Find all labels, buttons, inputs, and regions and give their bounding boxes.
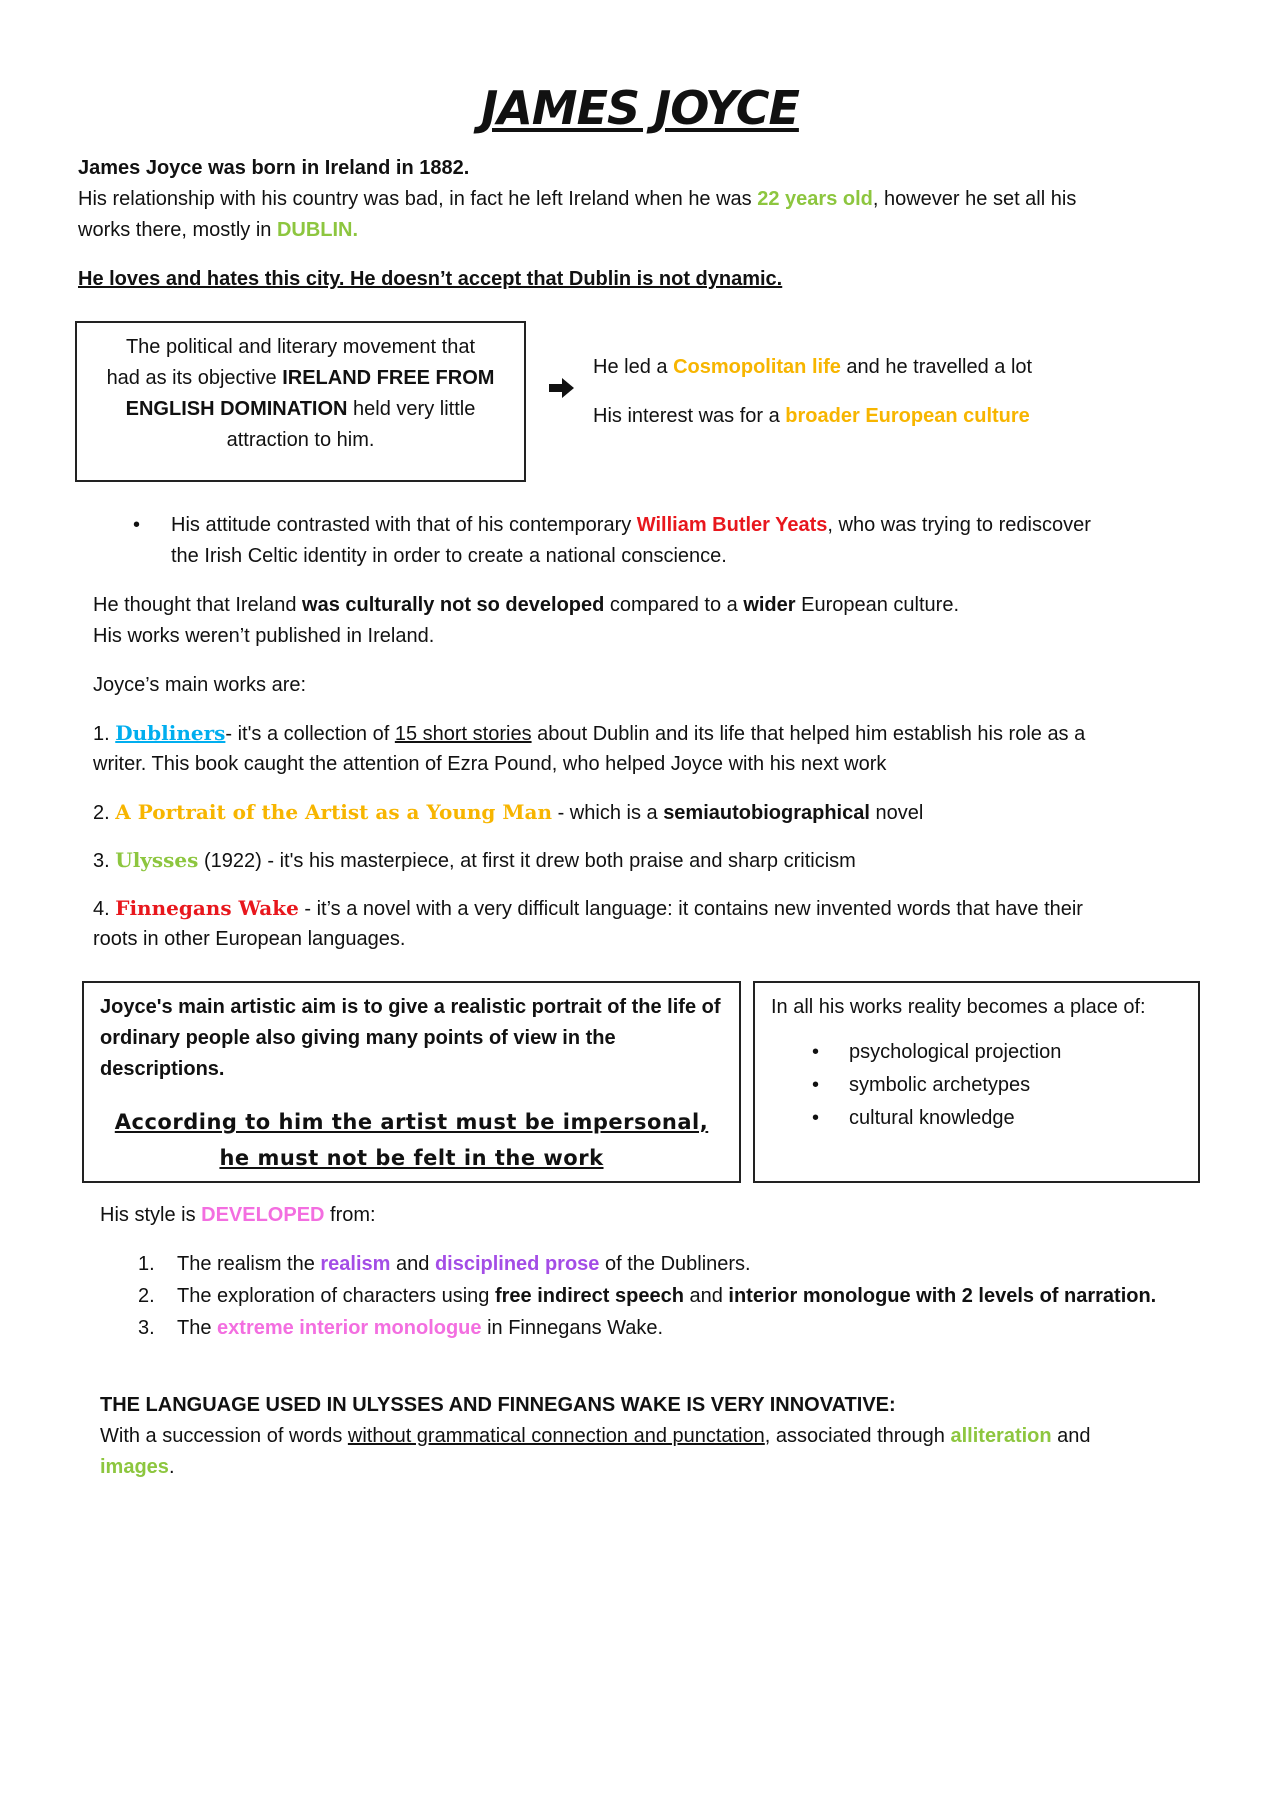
yeats-line-1: His attitude contrasted with that of his contemporary William Butler Yeats, who was trying to rediscover	[171, 514, 1091, 536]
artistic-aim-box	[82, 981, 741, 1183]
list-item: • psychological projection	[849, 1036, 1061, 1069]
work-portrait: 2. A Portrait of the Artist as a Young Man - which is a semiautobiographical novel	[93, 800, 924, 824]
european-interest-line: His interest was for a broader European culture	[593, 405, 1030, 427]
reality-box	[753, 981, 1200, 1183]
style-intro: His style is DEVELOPED from:	[100, 1204, 376, 1226]
language-line: With a succession of words without grammatical connection and punctation, associated through alliteration and	[100, 1425, 1091, 1447]
relationship-line: His relationship with his country was bad, in fact he left Ireland when he was 22 years old, however he set all his	[78, 188, 1077, 210]
impersonal-artist-statement: According to him the artist must be impersonal, he must not be felt in the work	[114, 1110, 709, 1170]
work-dubliners: 1. Dubliners- it's a collection of 15 short stories about Dublin and its life that helped him establish his role as a	[93, 721, 1086, 745]
work-ulysses: 3. Ulysses (1922) - it's his masterpiece, at first it drew both praise and sharp criticism	[93, 848, 856, 872]
culture-line: He thought that Ireland was culturally not so developed compared to a wider European culture.	[93, 594, 959, 616]
cosmopolitan-line: He led a Cosmopolitan life and he travelled a lot	[593, 356, 1033, 378]
works-intro: Joyce’s main works are:	[93, 674, 307, 696]
list-item: • symbolic archetypes	[849, 1069, 1061, 1102]
reality-heading: In all his works reality becomes a place of:	[771, 996, 1146, 1018]
born-line: James Joyce was born in Ireland in 1882.	[78, 157, 470, 179]
page-title: JAMES JOYCE	[481, 81, 799, 135]
not-published-line: His works weren’t published in Ireland.	[93, 625, 435, 647]
work-finnegans-cont: roots in other European languages.	[93, 928, 406, 950]
artistic-aim-text: Joyce's main artistic aim is to give a realistic portrait of the life of ordinary people also giving many points of view in the descriptions.	[100, 996, 721, 1080]
list-item: 3. The extreme interior monologue in Finnegans Wake.	[138, 1317, 664, 1339]
bullet-dot: •	[133, 514, 141, 536]
work-dubliners-cont: writer. This book caught the attention of Ezra Pound, who helped Joyce with his next work	[93, 753, 887, 775]
list-item: • cultural knowledge	[849, 1102, 1061, 1135]
list-item: 1. The realism the realism and disciplined prose of the Dubliners.	[138, 1253, 751, 1275]
loves-hates-line: He loves and hates this city. He doesn’t accept that Dublin is not dynamic.	[78, 268, 783, 290]
work-finnegans: 4. Finnegans Wake - it’s a novel with a very difficult language: it contains new invented words that have their	[93, 896, 1083, 920]
list-item: 2. The exploration of characters using free indirect speech and interior monologue with 2 levels of narration.	[138, 1285, 1157, 1307]
reality-list	[755, 1036, 1061, 1135]
movement-box: The political and literary movement that had as its objective IRELAND FREE FROM ENGLISH DOMINATION held very little attraction to him.	[75, 321, 526, 482]
works-there-line: works there, mostly in DUBLIN.	[78, 219, 359, 241]
yeats-line-2: the Irish Celtic identity in order to create a national conscience.	[171, 545, 727, 567]
right-arrow-icon	[549, 375, 575, 405]
language-line-cont: images.	[100, 1456, 175, 1478]
style-list	[100, 1248, 1156, 1344]
language-heading: THE LANGUAGE USED IN ULYSSES AND FINNEGANS WAKE IS VERY INNOVATIVE:	[100, 1394, 896, 1416]
